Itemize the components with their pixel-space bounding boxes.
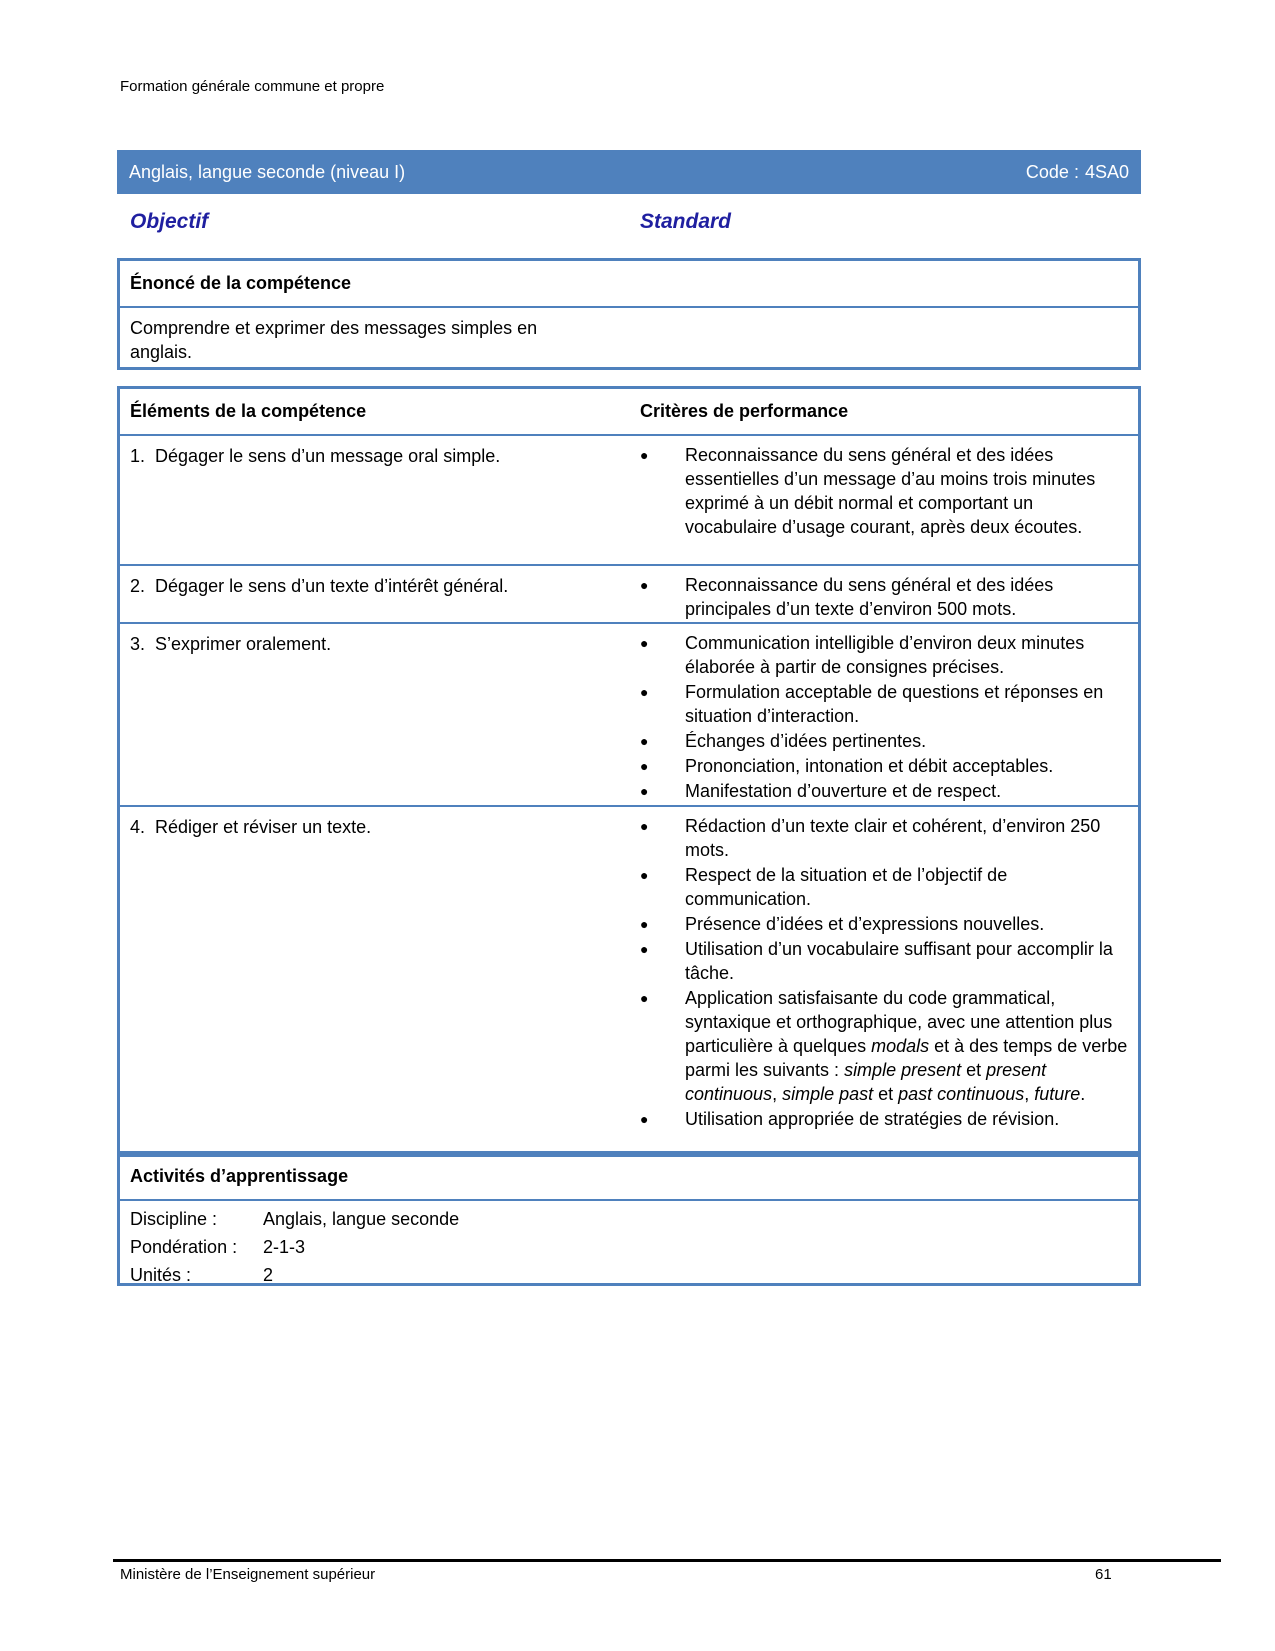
criterion-item: ● Reconnaissance du sens général et des idées essentielles d’un message d’au moins trois minutes exprimé à un débit normal et comportant un vocabulaire d’usage courant, après deux écoutes. xyxy=(640,445,1096,537)
element-3 xyxy=(130,634,610,655)
element-text: Dégager le sens d’un message oral simple. xyxy=(155,446,501,466)
criterion-item: ● Formulation acceptable de questions et réponses en situation d’interaction. xyxy=(640,682,1104,726)
element-row-1 xyxy=(120,436,1138,566)
criterion-item: ● Échanges d’idées pertinentes. xyxy=(640,731,927,751)
bullet-icon: ● xyxy=(640,758,649,774)
criteria-list-3 xyxy=(640,631,1130,804)
competence-row xyxy=(120,308,1138,368)
criterion-item-grammar: ● Application satisfaisante du code grammatical, syntaxique et orthographique, avec une attention plus particulière à quelques modals et à des temps de verbe parmi les suivants : simple present et present continuous, simple past et past continuous, future. xyxy=(640,988,1128,1104)
discipline-line xyxy=(130,1205,1128,1233)
bullet-icon: ● xyxy=(640,577,649,593)
element-1 xyxy=(130,446,610,467)
course-code xyxy=(1020,162,1129,183)
element-number: 4. xyxy=(130,817,146,837)
competence-text: Comprendre et exprimer des messages simples en anglais. xyxy=(130,318,538,362)
bullet-icon: ● xyxy=(640,867,649,883)
criterion-item: ● Prononciation, intonation et débit acceptables. xyxy=(640,756,1054,776)
criteria-list-4 xyxy=(640,814,1130,1132)
criterion-item: ● Reconnaissance du sens général et des idées principales d’un texte d’environ 500 mots. xyxy=(640,575,1054,619)
elements-header xyxy=(120,389,1138,436)
element-row-2 xyxy=(120,566,1138,624)
competence-header-label: Énoncé de la compétence xyxy=(130,273,352,293)
code-value: 4SA0 xyxy=(1084,161,1129,182)
course-title: Anglais, langue seconde (niveau I) xyxy=(129,161,406,182)
element-text: S’exprimer oralement. xyxy=(155,634,332,654)
activities-header xyxy=(120,1154,1138,1201)
activities-box xyxy=(117,1151,1141,1286)
footer-rule xyxy=(113,1559,1221,1562)
elements-header-left: Éléments de la compétence xyxy=(130,401,367,421)
criterion-item: ● Respect de la situation et de l’objectif de communication. xyxy=(640,865,1008,909)
bullet-icon: ● xyxy=(640,733,649,749)
criteria-list-1 xyxy=(640,443,1130,540)
element-4 xyxy=(130,817,610,838)
activities-content xyxy=(120,1201,1138,1289)
elements-box xyxy=(117,386,1141,1157)
unites-line xyxy=(130,1261,1128,1289)
bullet-icon: ● xyxy=(640,1111,649,1127)
ponderation-line xyxy=(130,1233,1128,1261)
criterion-item: ● Utilisation d’un vocabulaire suffisant pour accomplir la tâche. xyxy=(640,939,1113,983)
element-text: Dégager le sens d’un texte d’intérêt général. xyxy=(155,576,509,596)
criterion-item: ● Rédaction d’un texte clair et cohérent, d’environ 250 mots. xyxy=(640,816,1101,860)
code-label: Code : xyxy=(1025,161,1079,182)
unites-value: 2 xyxy=(263,1265,274,1285)
bullet-icon: ● xyxy=(640,916,649,932)
activities-header-label: Activités d’apprentissage xyxy=(130,1166,349,1186)
elements-header-right: Critères de performance xyxy=(640,401,849,421)
criterion-item: ● Communication intelligible d’environ deux minutes élaborée à partir de consignes précises. xyxy=(640,633,1085,677)
ponderation-label: Pondération : xyxy=(130,1237,238,1257)
element-row-3 xyxy=(120,624,1138,807)
bullet-icon: ● xyxy=(640,818,649,834)
bullet-icon: ● xyxy=(640,990,649,1006)
competence-box xyxy=(117,258,1141,370)
discipline-value: Anglais, langue seconde xyxy=(263,1209,460,1229)
element-number: 3. xyxy=(130,634,146,654)
objectif-heading: Objectif xyxy=(130,210,209,233)
bullet-icon: ● xyxy=(640,447,649,463)
course-banner xyxy=(117,150,1141,194)
discipline-label: Discipline : xyxy=(130,1209,218,1229)
bullet-icon: ● xyxy=(640,783,649,799)
running-head: Formation générale commune et propre xyxy=(120,78,385,95)
element-number: 1. xyxy=(130,446,146,466)
unites-label: Unités : xyxy=(130,1265,192,1285)
criterion-item: ● Utilisation appropriée de stratégies de révision. xyxy=(640,1109,1060,1129)
criterion-item: ● Présence d’idées et d’expressions nouvelles. xyxy=(640,914,1045,934)
element-2 xyxy=(130,576,610,597)
element-number: 2. xyxy=(130,576,146,596)
criteria-list-2 xyxy=(640,573,1130,622)
bullet-icon: ● xyxy=(640,684,649,700)
element-text: Rédiger et réviser un texte. xyxy=(155,817,372,837)
bullet-icon: ● xyxy=(640,635,649,651)
element-row-4 xyxy=(120,807,1138,1159)
footer-ministry: Ministère de l’Enseignement supérieur xyxy=(120,1566,376,1583)
criterion-item: ● Manifestation d’ouverture et de respect. xyxy=(640,781,1002,801)
competence-header xyxy=(120,261,1138,308)
standard-heading: Standard xyxy=(640,210,732,233)
page-number: 61 xyxy=(1095,1566,1112,1583)
ponderation-value: 2-1-3 xyxy=(263,1237,306,1257)
bullet-icon: ● xyxy=(640,941,649,957)
